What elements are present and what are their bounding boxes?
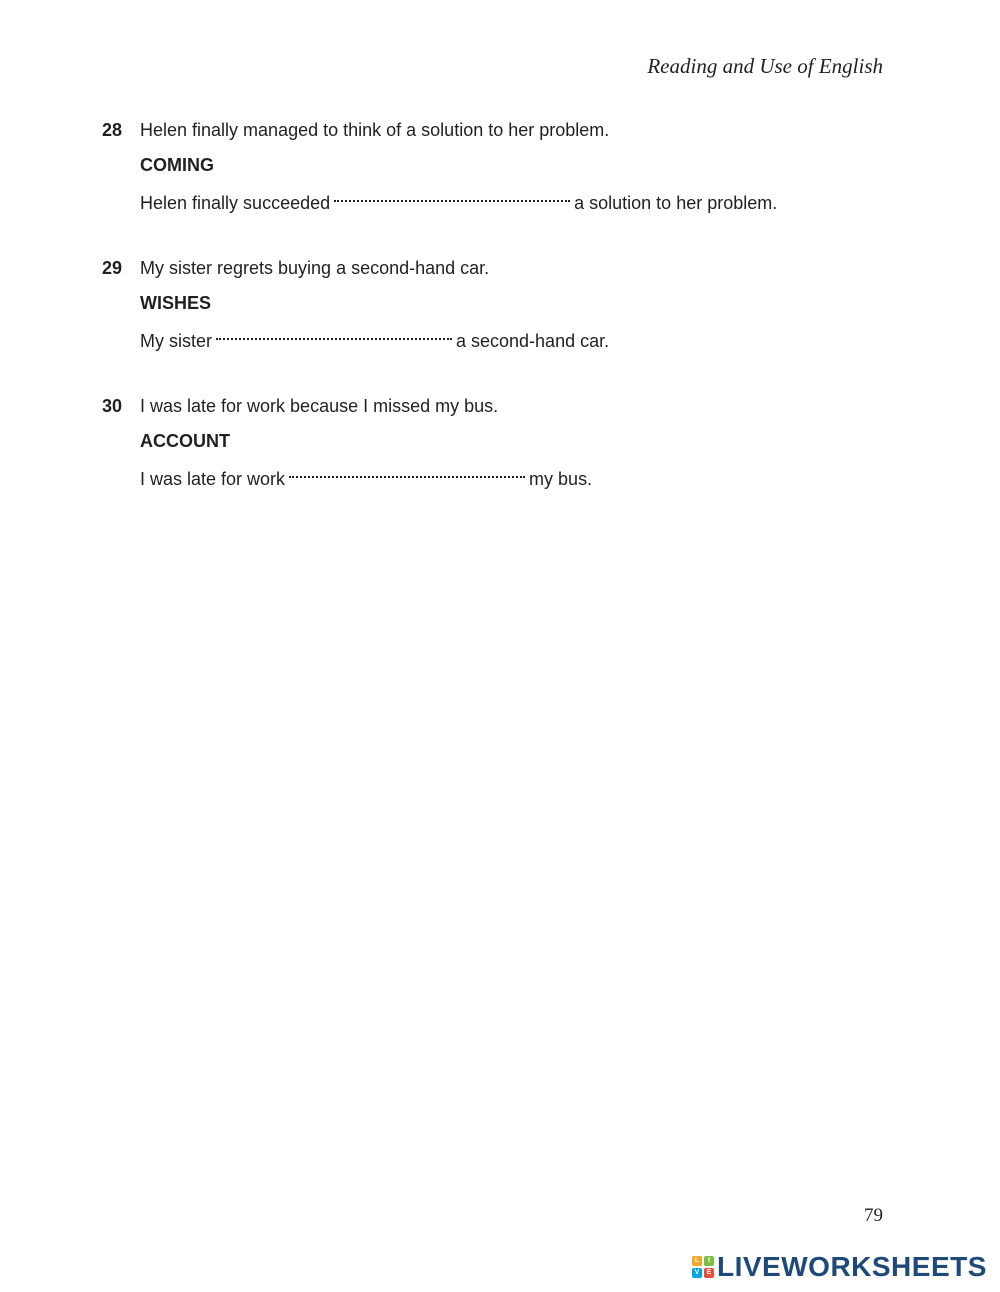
brand-icon-tile: V <box>692 1268 702 1278</box>
answer-before-text: My sister <box>140 331 212 351</box>
answer-gap[interactable] <box>289 464 525 478</box>
question-number: 28 <box>102 120 123 140</box>
answer-line <box>140 188 777 215</box>
question-keyword: COMING <box>140 155 214 175</box>
answer-line <box>140 464 592 491</box>
answer-input-29[interactable] <box>216 330 452 350</box>
answer-gap[interactable] <box>334 188 570 202</box>
question-28 <box>102 118 902 213</box>
answer-before-text: I was late for work <box>140 469 286 489</box>
question-row <box>102 118 902 142</box>
answer-gap[interactable] <box>216 326 452 340</box>
running-head: Reading and Use of English <box>647 54 883 78</box>
question-keyword: ACCOUNT <box>140 431 230 451</box>
page-number: 79 <box>864 1205 883 1226</box>
answer-input-30[interactable] <box>289 468 525 488</box>
liveworksheets-logo[interactable] <box>692 1252 987 1282</box>
question-keyword: WISHES <box>140 293 212 313</box>
question-sentence: Helen finally managed to think of a solution to her problem. <box>140 120 610 140</box>
question-number: 29 <box>102 258 123 278</box>
brand-icon-tile: E <box>704 1268 714 1278</box>
answer-input-28[interactable] <box>334 192 570 212</box>
answer-after-text: a solution to her problem. <box>574 193 778 213</box>
question-sentence: My sister regrets buying a second-hand car. <box>140 258 490 278</box>
question-sentence: I was late for work because I missed my bus. <box>140 396 499 416</box>
answer-before-text: Helen finally succeeded <box>140 193 331 213</box>
answer-line <box>140 326 609 353</box>
answer-after-text: my bus. <box>529 469 593 489</box>
brand-icon-tile: I <box>704 1256 714 1266</box>
answer-after-text: a second-hand car. <box>456 331 610 351</box>
question-30 <box>102 394 902 489</box>
liveworksheets-icon <box>692 1256 714 1278</box>
question-number: 30 <box>102 396 123 416</box>
question-row <box>102 394 902 418</box>
question-row <box>102 256 902 280</box>
brand-icon-tile: L <box>692 1256 702 1266</box>
liveworksheets-wordmark: LIVEWORKSHEETS <box>717 1251 987 1282</box>
question-29 <box>102 256 902 351</box>
